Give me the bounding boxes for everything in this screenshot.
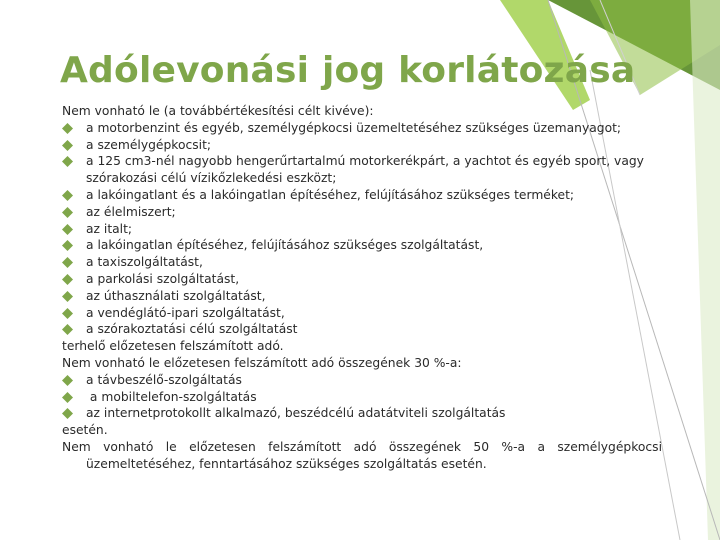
diamond-bullet-icon xyxy=(62,140,73,151)
diamond-bullet-icon xyxy=(62,207,73,218)
list-item: az élelmiszert; xyxy=(62,204,662,221)
final-paragraph-line1: Nem vonható le előzetesen felszámított adó összegének 50 %-a a személygépkocsi xyxy=(62,439,662,454)
diamond-bullet-icon xyxy=(62,308,73,319)
diamond-bullet-icon xyxy=(62,274,73,285)
slide-title: Adólevonási jog korlátozása xyxy=(60,50,636,91)
diamond-bullet-icon xyxy=(62,224,73,235)
diamond-bullet-icon xyxy=(62,375,73,386)
list-item: a lakóingatlant és a lakóingatlan építéséhez, felújításához szükséges terméket; xyxy=(62,187,662,204)
list-item-continuation: szórakozási célú vízikőzlekedési eszközt; xyxy=(86,171,337,186)
diamond-bullet-icon xyxy=(62,123,73,134)
list-item: az italt; xyxy=(62,221,662,238)
diamond-bullet-icon xyxy=(62,257,73,268)
list-item: a parkolási szolgáltatást, xyxy=(62,271,662,288)
list-item: az úthasználati szolgáltatást, xyxy=(62,288,662,305)
diamond-bullet-icon xyxy=(62,324,73,335)
list-item: a vendéglátó-ipari szolgáltatást, xyxy=(62,305,662,322)
after-list-text: terhelő előzetesen felszámított adó. xyxy=(62,339,284,354)
list-item: a 125 cm3-nél nagyobb hengerűrtartalmú motorkerékpárt, a yachtot és egyéb sport, vagy xyxy=(62,153,662,170)
diamond-bullet-icon xyxy=(62,240,73,251)
list-item: a szórakoztatási célú szolgáltatást xyxy=(62,321,662,338)
list-item: a mobiltelefon-szolgáltatás xyxy=(62,389,662,406)
diamond-bullet-icon xyxy=(62,408,73,419)
list-item: a távbeszélő-szolgáltatás xyxy=(62,372,662,389)
list-item: a lakóingatlan építéséhez, felújításához szükséges szolgáltatást, xyxy=(62,237,662,254)
intro-text: Nem vonható le (a továbbértékesítési célt kivéve): xyxy=(62,104,374,118)
diamond-bullet-icon xyxy=(62,291,73,302)
slide-body xyxy=(62,103,662,473)
list-item: az internetprotokollt alkalmazó, beszédcélú adatátviteli szolgáltatás xyxy=(62,405,662,422)
intro2-text: Nem vonható le előzetesen felszámított adó összegének 30 %-a: xyxy=(62,355,462,370)
list-item: a taxiszolgáltatást, xyxy=(62,254,662,271)
diamond-bullet-icon xyxy=(62,156,73,167)
diamond-bullet-icon xyxy=(62,190,73,201)
final-paragraph-line2: üzemeltetéséhez, fenntartásához szükséges szolgáltatás esetén. xyxy=(86,456,487,471)
diamond-bullet-icon xyxy=(62,392,73,403)
list-item: a személygépkocsit; xyxy=(62,137,662,154)
list-item: a motorbenzint és egyéb, személygépkocsi üzemeltetéséhez szükséges üzemanyagot; xyxy=(62,120,662,137)
after-list2-text: esetén. xyxy=(62,423,108,438)
